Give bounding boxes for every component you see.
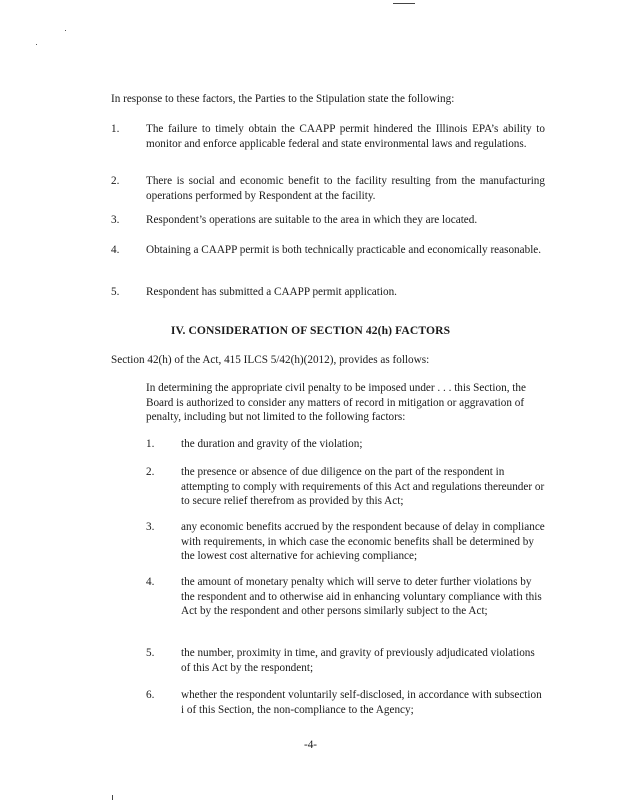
section-heading: IV. CONSIDERATION OF SECTION 42(h) FACTORS bbox=[170, 324, 451, 337]
stipulation-item: Respondent’s operations are suitable to the area in which they are located. bbox=[146, 214, 478, 226]
stipulation-item: Obtaining a CAAPP permit is both technically practicable and economically reasonable. bbox=[146, 244, 542, 256]
stipulation-item: Respondent has submitted a CAAPP permit application. bbox=[146, 286, 397, 298]
section-intro: Section 42(h) of the Act, 415 ILCS 5/42(h)(2012), provides as follows: bbox=[111, 354, 430, 366]
factor-number: 5. bbox=[146, 647, 155, 659]
scan-speck bbox=[65, 30, 66, 31]
stipulation-intro: In response to these factors, the Parties to the Stipulation state the following: bbox=[111, 93, 455, 105]
statute-quote: In determining the appropriate civil penalty to be imposed under . . . this Section, the Board is authorized to consider any matters of record in mitigation or aggravation of penalty, including but not limited to the following factors: bbox=[146, 382, 526, 424]
stipulation-item: The failure to timely obtain the CAAPP permit hindered the Illinois EPA’s ability to monitor and enforce applicable federal and state environmental laws and regulations. bbox=[146, 123, 545, 150]
factor-item: the amount of monetary penalty which will serve to deter further violations by the respondent and to otherwise aid in enhancing voluntary compliance with this Act by the respondent and other persons similarly subject to the Act; bbox=[181, 576, 542, 618]
page-number: -4- bbox=[303, 739, 318, 751]
factor-item: the number, proximity in time, and gravity of previously adjudicated violations of this Act by the respondent; bbox=[181, 647, 535, 674]
factor-number: 2. bbox=[146, 466, 155, 478]
factor-item: the duration and gravity of the violation; bbox=[181, 438, 363, 450]
scan-mark-bottom-left bbox=[112, 795, 113, 800]
scan-speck bbox=[36, 44, 37, 45]
factor-item: the presence or absence of due diligence on the part of the respondent in attempting to comply with requirements of this Act and regulations thereunder or to secure relief therefrom as provided by this Act; bbox=[181, 466, 545, 508]
stipulation-number: 2. bbox=[111, 175, 120, 187]
scan-mark-top bbox=[393, 3, 415, 4]
factor-item: whether the respondent voluntarily self-disclosed, in accordance with subsection i of this Section, the non-compliance to the Agency; bbox=[181, 689, 542, 716]
factor-number: 6. bbox=[146, 689, 155, 701]
stipulation-number: 1. bbox=[111, 123, 120, 135]
stipulation-number: 3. bbox=[111, 214, 120, 226]
stipulation-number: 4. bbox=[111, 244, 120, 256]
factor-item: any economic benefits accrued by the respondent because of delay in compliance with requirements, in which case the economic benefits shall be determined by the lowest cost alternative for achieving compliance; bbox=[181, 521, 545, 563]
factor-number: 4. bbox=[146, 576, 155, 588]
stipulation-number: 5. bbox=[111, 286, 120, 298]
factor-number: 3. bbox=[146, 521, 155, 533]
factor-number: 1. bbox=[146, 438, 155, 450]
stipulation-item: There is social and economic benefit to the facility resulting from the manufacturing operations performed by Respondent at the facility. bbox=[146, 175, 545, 202]
